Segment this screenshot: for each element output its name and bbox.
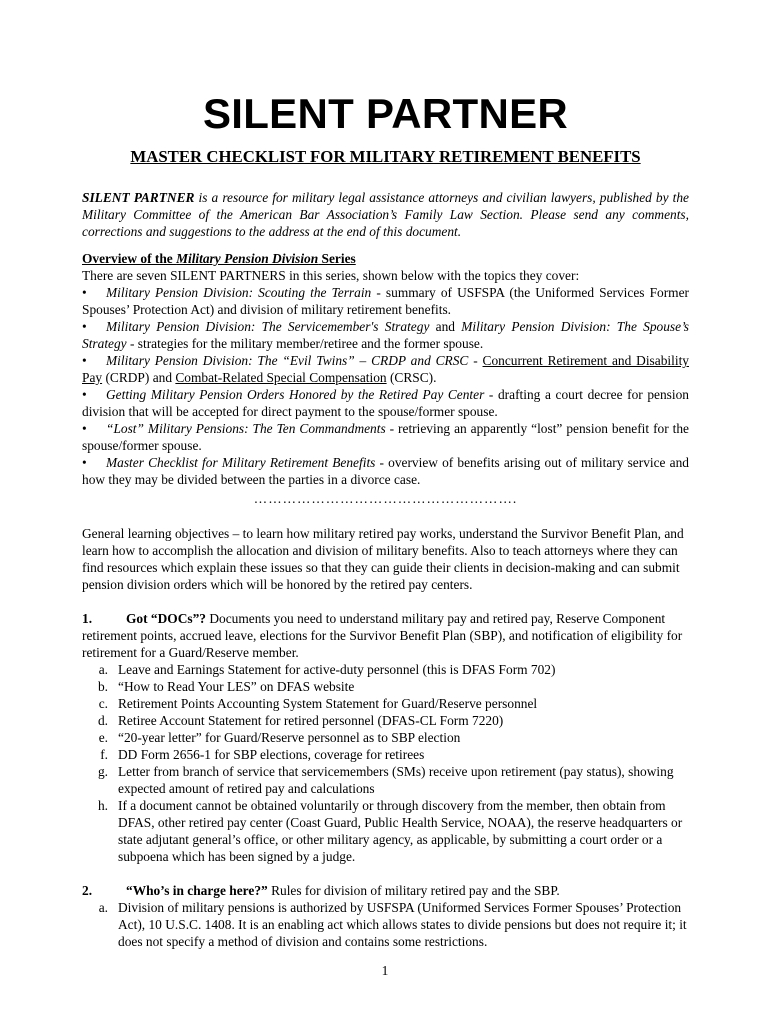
list-item-text: - drafting a court decree for pension division that will be accepted for direct payment to the spouse/former spouse. <box>82 387 689 419</box>
list-letter: c. <box>98 696 108 711</box>
bullet-icon: • <box>82 319 87 334</box>
overview-heading-em: Military Pension Division <box>176 251 319 266</box>
list-item <box>82 695 689 712</box>
intro-text: is a resource for military legal assistance attorneys and civilian lawyers, published by the Military Committee of the American Bar Association’s Family Law Section. Please send any comments, corrections and suggestions to the address at the end of this document. <box>82 190 690 239</box>
list-item-text: DD Form 2656-1 for SBP elections, coverage for retirees <box>118 747 425 762</box>
bullet-icon: • <box>82 387 87 402</box>
list-item <box>82 420 689 454</box>
list-item-title: Military Pension Division: The Servicemember's Strategy <box>106 319 430 334</box>
list-item-text: Leave and Earnings Statement for active-duty personnel (this is DFAS Form 702) <box>118 662 556 677</box>
list-item-joiner: and <box>429 319 462 334</box>
crsc-term: Combat-Related Special Compensation <box>175 370 387 385</box>
section-1-list <box>82 661 689 865</box>
list-item-title: Military Pension Division: Scouting the Terrain <box>106 285 372 300</box>
list-item <box>82 746 689 763</box>
section-1-intro <box>82 610 689 661</box>
document-title: SILENT PARTNER <box>202 90 569 137</box>
list-item <box>82 318 689 352</box>
list-letter: g. <box>97 764 108 779</box>
list-item <box>82 797 689 865</box>
section-title: “Who’s in charge here?” <box>126 883 268 898</box>
list-item-text: - retrieving an apparently “lost” pension benefit for the spouse/former spouse. <box>82 421 689 453</box>
list-item <box>82 712 689 729</box>
section-1 <box>82 610 689 865</box>
list-item <box>82 661 689 678</box>
list-item-title: “Lost” Military Pensions: The Ten Commandments <box>106 421 386 436</box>
list-letter: h. <box>97 798 108 813</box>
list-letter: d. <box>97 713 108 728</box>
list-item-text: If a document cannot be obtained voluntarily or through discovery from the member, then obtain from DFAS, other retired pay center (Coast Guard, Public Health Service, NOAA), the reserve headquarters or state adjutant general’s office, or other military agency, as applicable, by submitting a court order or a subpoena which has been signed by a judge. <box>118 798 683 864</box>
list-item <box>82 386 689 420</box>
overview-heading-pre: Overview of the <box>82 251 177 266</box>
section-text: Rules for division of military retired pay and the SBP. <box>267 883 560 898</box>
list-item <box>82 763 689 797</box>
page-number: 1 <box>381 963 389 978</box>
list-item-text: Retiree Account Statement for retired personnel (DFAS-CL Form 7220) <box>118 713 504 728</box>
list-item-text-2: (CRSC). <box>386 370 437 385</box>
bullet-icon: • <box>82 455 87 470</box>
section-2-intro <box>82 882 689 899</box>
list-item-title: Military Pension Division: The “Evil Twins” – CRDP and CRSC <box>106 353 469 368</box>
list-item-text: Letter from branch of service that servicemembers (SMs) receive upon retirement (pay status), showing expected amount of retired pay and calculations <box>118 764 674 796</box>
list-item-title: Master Checklist for Military Retirement Benefits <box>106 455 376 470</box>
series-list <box>82 284 689 488</box>
document-subtitle: MASTER CHECKLIST FOR MILITARY RETIREMENT BENEFITS <box>130 147 641 166</box>
learning-objectives: General learning objectives – to learn how military retired pay works, understand the Survivor Benefit Plan, and learn how to accomplish the allocation and division of military benefits. Also to teach attorneys where they can find resources which explain these issues so that they can guide their clients in decision-making and can submit pension division orders which will be honored by the retired pay centers. <box>82 526 684 592</box>
crdp-term: Concurrent Retirement and Disability Pay <box>82 353 689 385</box>
list-item <box>82 729 689 746</box>
list-letter: f. <box>100 747 108 762</box>
section-title: Got “DOCs”? <box>126 611 206 626</box>
list-item-separator: - <box>468 353 483 368</box>
list-item <box>82 284 689 318</box>
list-item-text: (CRDP) and <box>102 370 176 385</box>
list-item-title-2: Military Pension Division: The Spouse’s Strategy <box>82 319 690 351</box>
list-item <box>82 454 689 488</box>
list-item-text: - strategies for the military member/retiree and the former spouse. <box>126 336 484 351</box>
list-item-text: - summary of USFSPA (the Uniformed Services Former Spouses’ Protection Act) and division of military retirement benefits. <box>82 285 690 317</box>
overview-lead: There are seven SILENT PARTNERS in this series, shown below with the topics they cover: <box>82 268 580 283</box>
intro-brand: SILENT PARTNER <box>82 190 195 205</box>
list-item <box>82 899 689 950</box>
list-item-text: “How to Read Your LES” on DFAS website <box>118 679 355 694</box>
overview-heading <box>82 250 689 267</box>
list-letter: a. <box>98 900 108 915</box>
section-text: Documents you need to understand military pay and retired pay, Reserve Component retirement points, accrued leave, elections for the Survivor Benefit Plan (SBP), and notification of eligibility for retirement for a Guard/Reserve member. <box>82 611 683 660</box>
section-number: 1. <box>82 611 93 626</box>
intro-paragraph <box>82 189 689 240</box>
bullet-icon: • <box>82 353 87 368</box>
bullet-icon: • <box>82 421 87 436</box>
list-letter: e. <box>98 730 108 745</box>
list-item-text: - overview of benefits arising out of military service and how they may be divided between the parties in a divorce case. <box>82 455 689 487</box>
dotted-divider: ………………………………………………. <box>253 491 518 506</box>
list-item-text: “20-year letter” for Guard/Reserve personnel as to SBP election <box>118 730 461 745</box>
section-2 <box>82 882 689 950</box>
list-item-text: Retirement Points Accounting System Statement for Guard/Reserve personnel <box>118 696 538 711</box>
overview-heading-post: Series <box>318 251 356 266</box>
section-2-list <box>82 899 689 950</box>
list-letter: b. <box>97 679 108 694</box>
list-item-text: Division of military pensions is authorized by USFSPA (Uniformed Services Former Spouses’ Protection Act), 10 U.S.C. 1408. It is an enabling act which allows states to divide pensions but does not require it; it does not specify a method of division and contains some restrictions. <box>118 900 687 949</box>
list-item <box>82 678 689 695</box>
list-item-title: Getting Military Pension Orders Honored by the Retired Pay Center <box>106 387 485 402</box>
bullet-icon: • <box>82 285 87 300</box>
list-item <box>82 352 689 386</box>
section-number: 2. <box>82 883 93 898</box>
list-letter: a. <box>98 662 108 677</box>
